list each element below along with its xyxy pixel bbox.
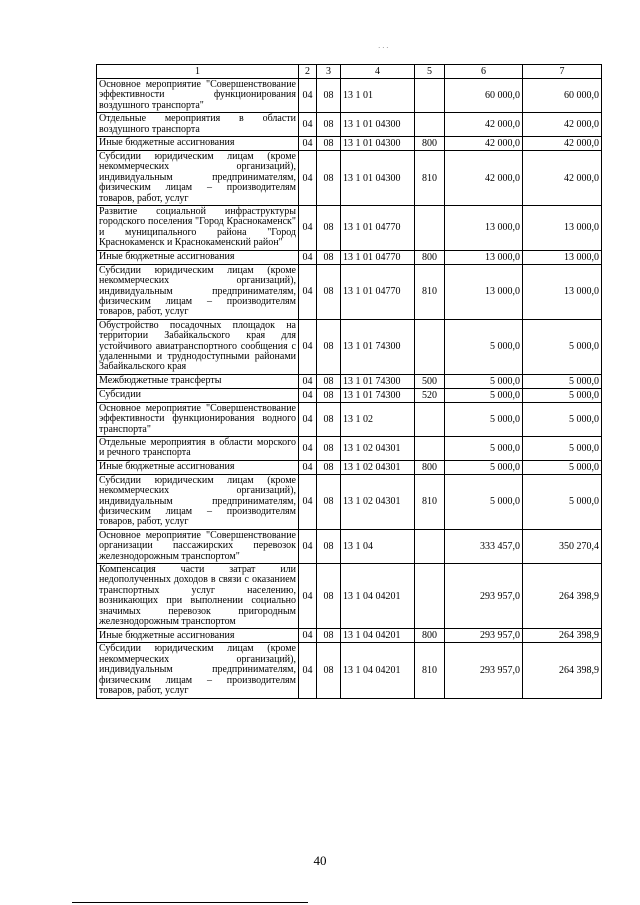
subsection-code: 08 (317, 137, 341, 151)
amount-year-1: 13 000,0 (445, 264, 523, 319)
amount-year-1: 5 000,0 (445, 436, 523, 460)
section-code: 04 (299, 436, 317, 460)
amount-year-2: 42 000,0 (523, 137, 602, 151)
table-row (97, 388, 602, 402)
amount-year-1: 5 000,0 (445, 319, 523, 374)
target-article-code: 13 1 02 04301 (341, 436, 415, 460)
amount-year-1: 5 000,0 (445, 374, 523, 388)
column-header: 6 (445, 65, 523, 79)
table-row (97, 643, 602, 698)
amount-year-2: 42 000,0 (523, 113, 602, 137)
amount-year-1: 5 000,0 (445, 388, 523, 402)
expense-name: Межбюджетные трансферты (97, 374, 299, 388)
subsection-code: 08 (317, 564, 341, 629)
section-code: 04 (299, 564, 317, 629)
expense-name: Обустройство посадочных площадок на территории Забайкальского края для устойчивого авиатранспортного сообщения с удаленными и труднодоступными районами Забайкальского края (97, 319, 299, 374)
subsection-code: 08 (317, 264, 341, 319)
target-article-code: 13 1 04 04201 (341, 564, 415, 629)
amount-year-2: 5 000,0 (523, 460, 602, 474)
table-row (97, 79, 602, 113)
subsection-code: 08 (317, 436, 341, 460)
table-row (97, 529, 602, 563)
amount-year-1: 13 000,0 (445, 206, 523, 251)
target-article-code: 13 1 01 74300 (341, 388, 415, 402)
table-header-row (97, 65, 602, 79)
target-article-code: 13 1 04 (341, 529, 415, 563)
target-article-code: 13 1 01 04770 (341, 264, 415, 319)
section-code: 04 (299, 137, 317, 151)
expense-type-code: 800 (415, 250, 445, 264)
amount-year-2: 60 000,0 (523, 79, 602, 113)
amount-year-1: 60 000,0 (445, 79, 523, 113)
amount-year-1: 42 000,0 (445, 137, 523, 151)
expense-name: Иные бюджетные ассигнования (97, 250, 299, 264)
target-article-code: 13 1 01 04770 (341, 206, 415, 251)
amount-year-1: 333 457,0 (445, 529, 523, 563)
expense-type-code: 810 (415, 151, 445, 206)
amount-year-1: 5 000,0 (445, 474, 523, 529)
table-row (97, 206, 602, 251)
expense-type-code: 810 (415, 264, 445, 319)
expense-type-code: 800 (415, 460, 445, 474)
expense-type-code (415, 564, 445, 629)
expense-type-code: 500 (415, 374, 445, 388)
amount-year-1: 42 000,0 (445, 151, 523, 206)
section-code: 04 (299, 388, 317, 402)
amount-year-2: 13 000,0 (523, 264, 602, 319)
table-row (97, 250, 602, 264)
target-article-code: 13 1 04 04201 (341, 629, 415, 643)
table-row (97, 137, 602, 151)
amount-year-1: 293 957,0 (445, 629, 523, 643)
expense-name: Основное мероприятие "Совершенствование эффективности функционирования водного транспорта" (97, 402, 299, 436)
amount-year-1: 293 957,0 (445, 564, 523, 629)
scan-mark: · · · (378, 44, 389, 52)
subsection-code: 08 (317, 374, 341, 388)
table-row (97, 460, 602, 474)
table-row (97, 319, 602, 374)
subsection-code: 08 (317, 474, 341, 529)
amount-year-2: 5 000,0 (523, 374, 602, 388)
amount-year-2: 5 000,0 (523, 319, 602, 374)
column-header: 5 (415, 65, 445, 79)
target-article-code: 13 1 01 74300 (341, 319, 415, 374)
section-code: 04 (299, 250, 317, 264)
target-article-code: 13 1 04 04201 (341, 643, 415, 698)
subsection-code: 08 (317, 529, 341, 563)
table-row (97, 264, 602, 319)
amount-year-1: 13 000,0 (445, 250, 523, 264)
section-code: 04 (299, 643, 317, 698)
amount-year-2: 42 000,0 (523, 151, 602, 206)
table-row (97, 374, 602, 388)
expense-type-code: 800 (415, 629, 445, 643)
amount-year-1: 42 000,0 (445, 113, 523, 137)
column-header: 2 (299, 65, 317, 79)
expense-type-code (415, 436, 445, 460)
subsection-code: 08 (317, 460, 341, 474)
expense-name: Отдельные мероприятия в области морского и речного транспорта (97, 436, 299, 460)
amount-year-2: 264 398,9 (523, 629, 602, 643)
section-code: 04 (299, 402, 317, 436)
table-row (97, 629, 602, 643)
expense-name: Отдельные мероприятия в области воздушного транспорта (97, 113, 299, 137)
amount-year-2: 5 000,0 (523, 402, 602, 436)
expense-name: Субсидии юридическим лицам (кроме некоммерческих организаций), индивидуальным предпринимателям, физическим лицам – производителям товаров, работ, услуг (97, 264, 299, 319)
expense-type-code: 810 (415, 474, 445, 529)
target-article-code: 13 1 01 04300 (341, 137, 415, 151)
subsection-code: 08 (317, 151, 341, 206)
expense-name: Субсидии юридическим лицам (кроме некоммерческих организаций), индивидуальным предпринимателям, физическим лицам – производителям товаров, работ, услуг (97, 151, 299, 206)
expense-name: Иные бюджетные ассигнования (97, 629, 299, 643)
section-code: 04 (299, 319, 317, 374)
budget-table (96, 64, 602, 699)
subsection-code: 08 (317, 402, 341, 436)
amount-year-1: 293 957,0 (445, 643, 523, 698)
expense-type-code (415, 319, 445, 374)
page-number: 40 (313, 853, 327, 868)
section-code: 04 (299, 113, 317, 137)
target-article-code: 13 1 01 74300 (341, 374, 415, 388)
table-row (97, 436, 602, 460)
expense-name: Субсидии юридическим лицам (кроме некоммерческих организаций), индивидуальным предпринимателям, физическим лицам – производителям товаров, работ, услуг (97, 474, 299, 529)
section-code: 04 (299, 474, 317, 529)
expense-type-code: 810 (415, 643, 445, 698)
expense-type-code (415, 402, 445, 436)
column-header: 4 (341, 65, 415, 79)
amount-year-2: 13 000,0 (523, 250, 602, 264)
amount-year-1: 5 000,0 (445, 402, 523, 436)
amount-year-2: 13 000,0 (523, 206, 602, 251)
table-row (97, 474, 602, 529)
section-code: 04 (299, 460, 317, 474)
subsection-code: 08 (317, 206, 341, 251)
expense-type-code: 520 (415, 388, 445, 402)
section-code: 04 (299, 374, 317, 388)
table-row (97, 151, 602, 206)
section-code: 04 (299, 206, 317, 251)
expense-name: Субсидии юридическим лицам (кроме некоммерческих организаций), индивидуальным предпринимателям, физическим лицам – производителям товаров, работ, услуг (97, 643, 299, 698)
section-code: 04 (299, 79, 317, 113)
column-header: 3 (317, 65, 341, 79)
subsection-code: 08 (317, 388, 341, 402)
subsection-code: 08 (317, 79, 341, 113)
amount-year-2: 264 398,9 (523, 564, 602, 629)
subsection-code: 08 (317, 629, 341, 643)
expense-name: Компенсация части затрат или недополученных доходов в связи с оказанием транспортных услуг населению, возникающих при выполнении социально значимых перевозок пригородным железнодорожным транспортом (97, 564, 299, 629)
section-code: 04 (299, 629, 317, 643)
column-header: 7 (523, 65, 602, 79)
footer-rule (72, 902, 308, 903)
target-article-code: 13 1 01 04770 (341, 250, 415, 264)
target-article-code: 13 1 02 (341, 402, 415, 436)
target-article-code: 13 1 01 (341, 79, 415, 113)
amount-year-2: 5 000,0 (523, 474, 602, 529)
target-article-code: 13 1 02 04301 (341, 474, 415, 529)
table-row (97, 564, 602, 629)
section-code: 04 (299, 151, 317, 206)
expense-type-code: 800 (415, 137, 445, 151)
section-code: 04 (299, 529, 317, 563)
target-article-code: 13 1 01 04300 (341, 113, 415, 137)
table-row (97, 402, 602, 436)
subsection-code: 08 (317, 643, 341, 698)
expense-name: Иные бюджетные ассигнования (97, 460, 299, 474)
amount-year-2: 264 398,9 (523, 643, 602, 698)
subsection-code: 08 (317, 319, 341, 374)
expense-type-code (415, 206, 445, 251)
target-article-code: 13 1 01 04300 (341, 151, 415, 206)
amount-year-2: 350 270,4 (523, 529, 602, 563)
subsection-code: 08 (317, 113, 341, 137)
expense-name: Основное мероприятие "Совершенствование эффективности функционирования воздушного транспорта" (97, 79, 299, 113)
expense-name: Иные бюджетные ассигнования (97, 137, 299, 151)
target-article-code: 13 1 02 04301 (341, 460, 415, 474)
expense-name: Развитие социальной инфраструктуры городского поселения "Город Краснокаменск" и муниципального района "Город Краснокаменск и Краснокаменский район" (97, 206, 299, 251)
subsection-code: 08 (317, 250, 341, 264)
column-header: 1 (97, 65, 299, 79)
expense-type-code (415, 79, 445, 113)
table-row (97, 113, 602, 137)
amount-year-1: 5 000,0 (445, 460, 523, 474)
amount-year-2: 5 000,0 (523, 436, 602, 460)
amount-year-2: 5 000,0 (523, 388, 602, 402)
expense-name: Субсидии (97, 388, 299, 402)
section-code: 04 (299, 264, 317, 319)
expense-type-code (415, 529, 445, 563)
expense-type-code (415, 113, 445, 137)
expense-name: Основное мероприятие "Совершенствование организации пассажирских перевозок железнодорожным транспортом" (97, 529, 299, 563)
